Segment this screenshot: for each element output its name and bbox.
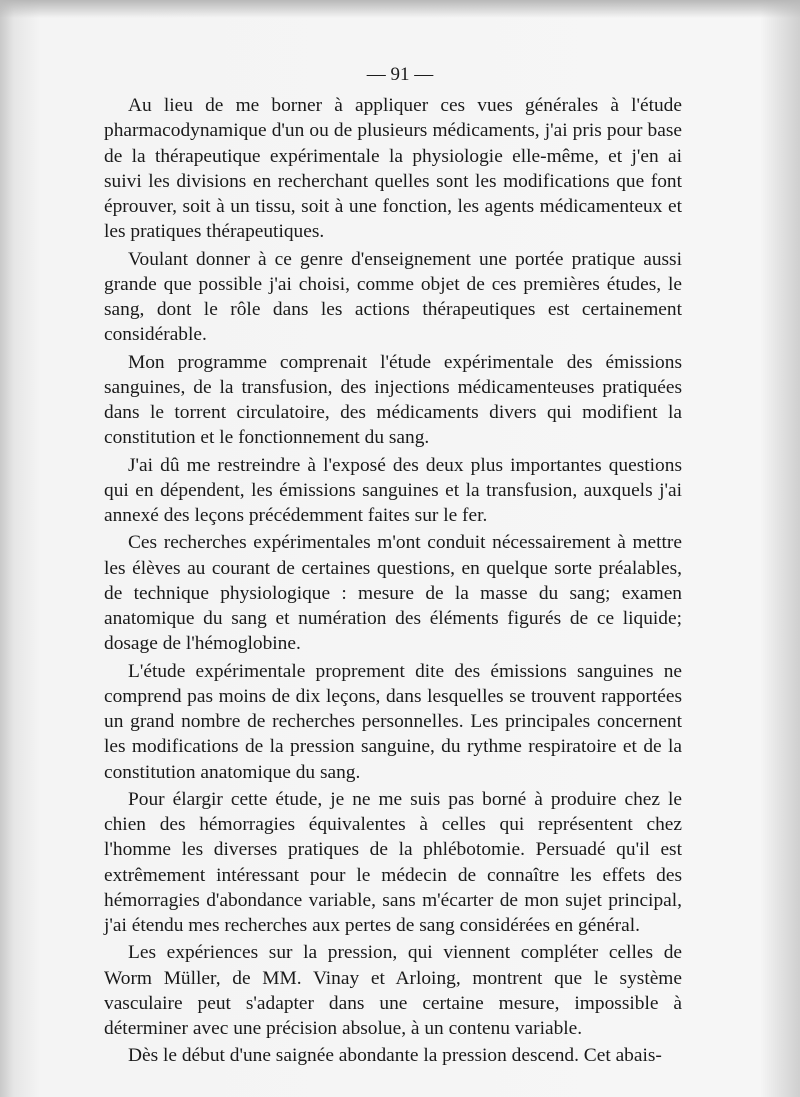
paragraph-7: Pour élargir cette étude, je ne me suis pas borné à produire chez le chien des hémorragies équivalentes à celles qui représentent chez l'homme les diverses pratiques de la phlébotomie. Persuadé qu'il est extrêmement intéressant pour le médecin de connaître les effets des hémorragies d'abondance variable, sans m'écarter de mon sujet principal, j'ai étendu mes recherches aux pertes de sang considérées en général.	[104, 788, 682, 936]
paragraph-6: L'étude expérimentale proprement dite des émissions sanguines ne comprend pas moins de dix leçons, dans lesquelles se trouvent rapportées un grand nombre de recherches personnelles. Les principales concernent les modifications de la pression sanguine, du rythme respiratoire et de la constitution anatomique du sang.	[104, 660, 682, 783]
paragraph-2: Voulant donner à ce genre d'enseignement une portée pratique aussi grande que possible j'ai choisi, comme objet de ces premières études, le sang, dont le rôle dans les actions thérapeutiques est certainement considérable.	[104, 248, 682, 346]
paragraph-9: Dès le début d'une saignée abondante la pression descend. Cet abais-	[128, 1045, 662, 1067]
paragraph-5: Ces recherches expérimentales m'ont conduit nécessairement à mettre les élèves au courant de certaines questions, en quelque sorte préalables, de technique physiologique : mesure de la masse du sang; examen anatomique du sang et numération des éléments figurés de ce liquide; dosage de l'hémoglobine.	[104, 532, 682, 655]
page-number: — 91 —	[366, 64, 434, 85]
scan-edge-shadow	[0, 0, 800, 18]
paragraph-4: J'ai dû me restreindre à l'exposé des deux plus importantes questions qui en dépendent, les émissions sanguines et la transfusion, auxquels j'ai annexé des leçons précédemment faites sur le fer.	[104, 454, 682, 526]
paragraph-3: Mon programme comprenait l'étude expérimentale des émissions sanguines, de la transfusion, des injections médicamenteuses pratiquées dans le torrent circulatoire, des médicaments divers qui modifient la constitution et le fonctionnement du sang.	[104, 351, 682, 449]
body-text	[104, 93, 682, 1071]
paragraph-8: Les expériences sur la pression, qui viennent compléter celles de Worm Müller, de MM. Vinay et Arloing, montrent que le système vasculaire peut s'adapter dans une certaine mesure, impossible à déterminer avec une précision absolue, à un contenu variable.	[104, 942, 682, 1039]
paragraph-1: Au lieu de me borner à appliquer ces vues générales à l'étude pharmacodynamique d'un ou de plusieurs médicaments, j'ai pris pour base de la thérapeutique expérimentale la physiologie elle-même, et j'en ai suivi les divisions en recherchant quelles sont les modifications que font éprouver, soit à un tissu, soit à une fonction, les agents médicamenteux et les pratiques thérapeutiques.	[104, 95, 682, 243]
